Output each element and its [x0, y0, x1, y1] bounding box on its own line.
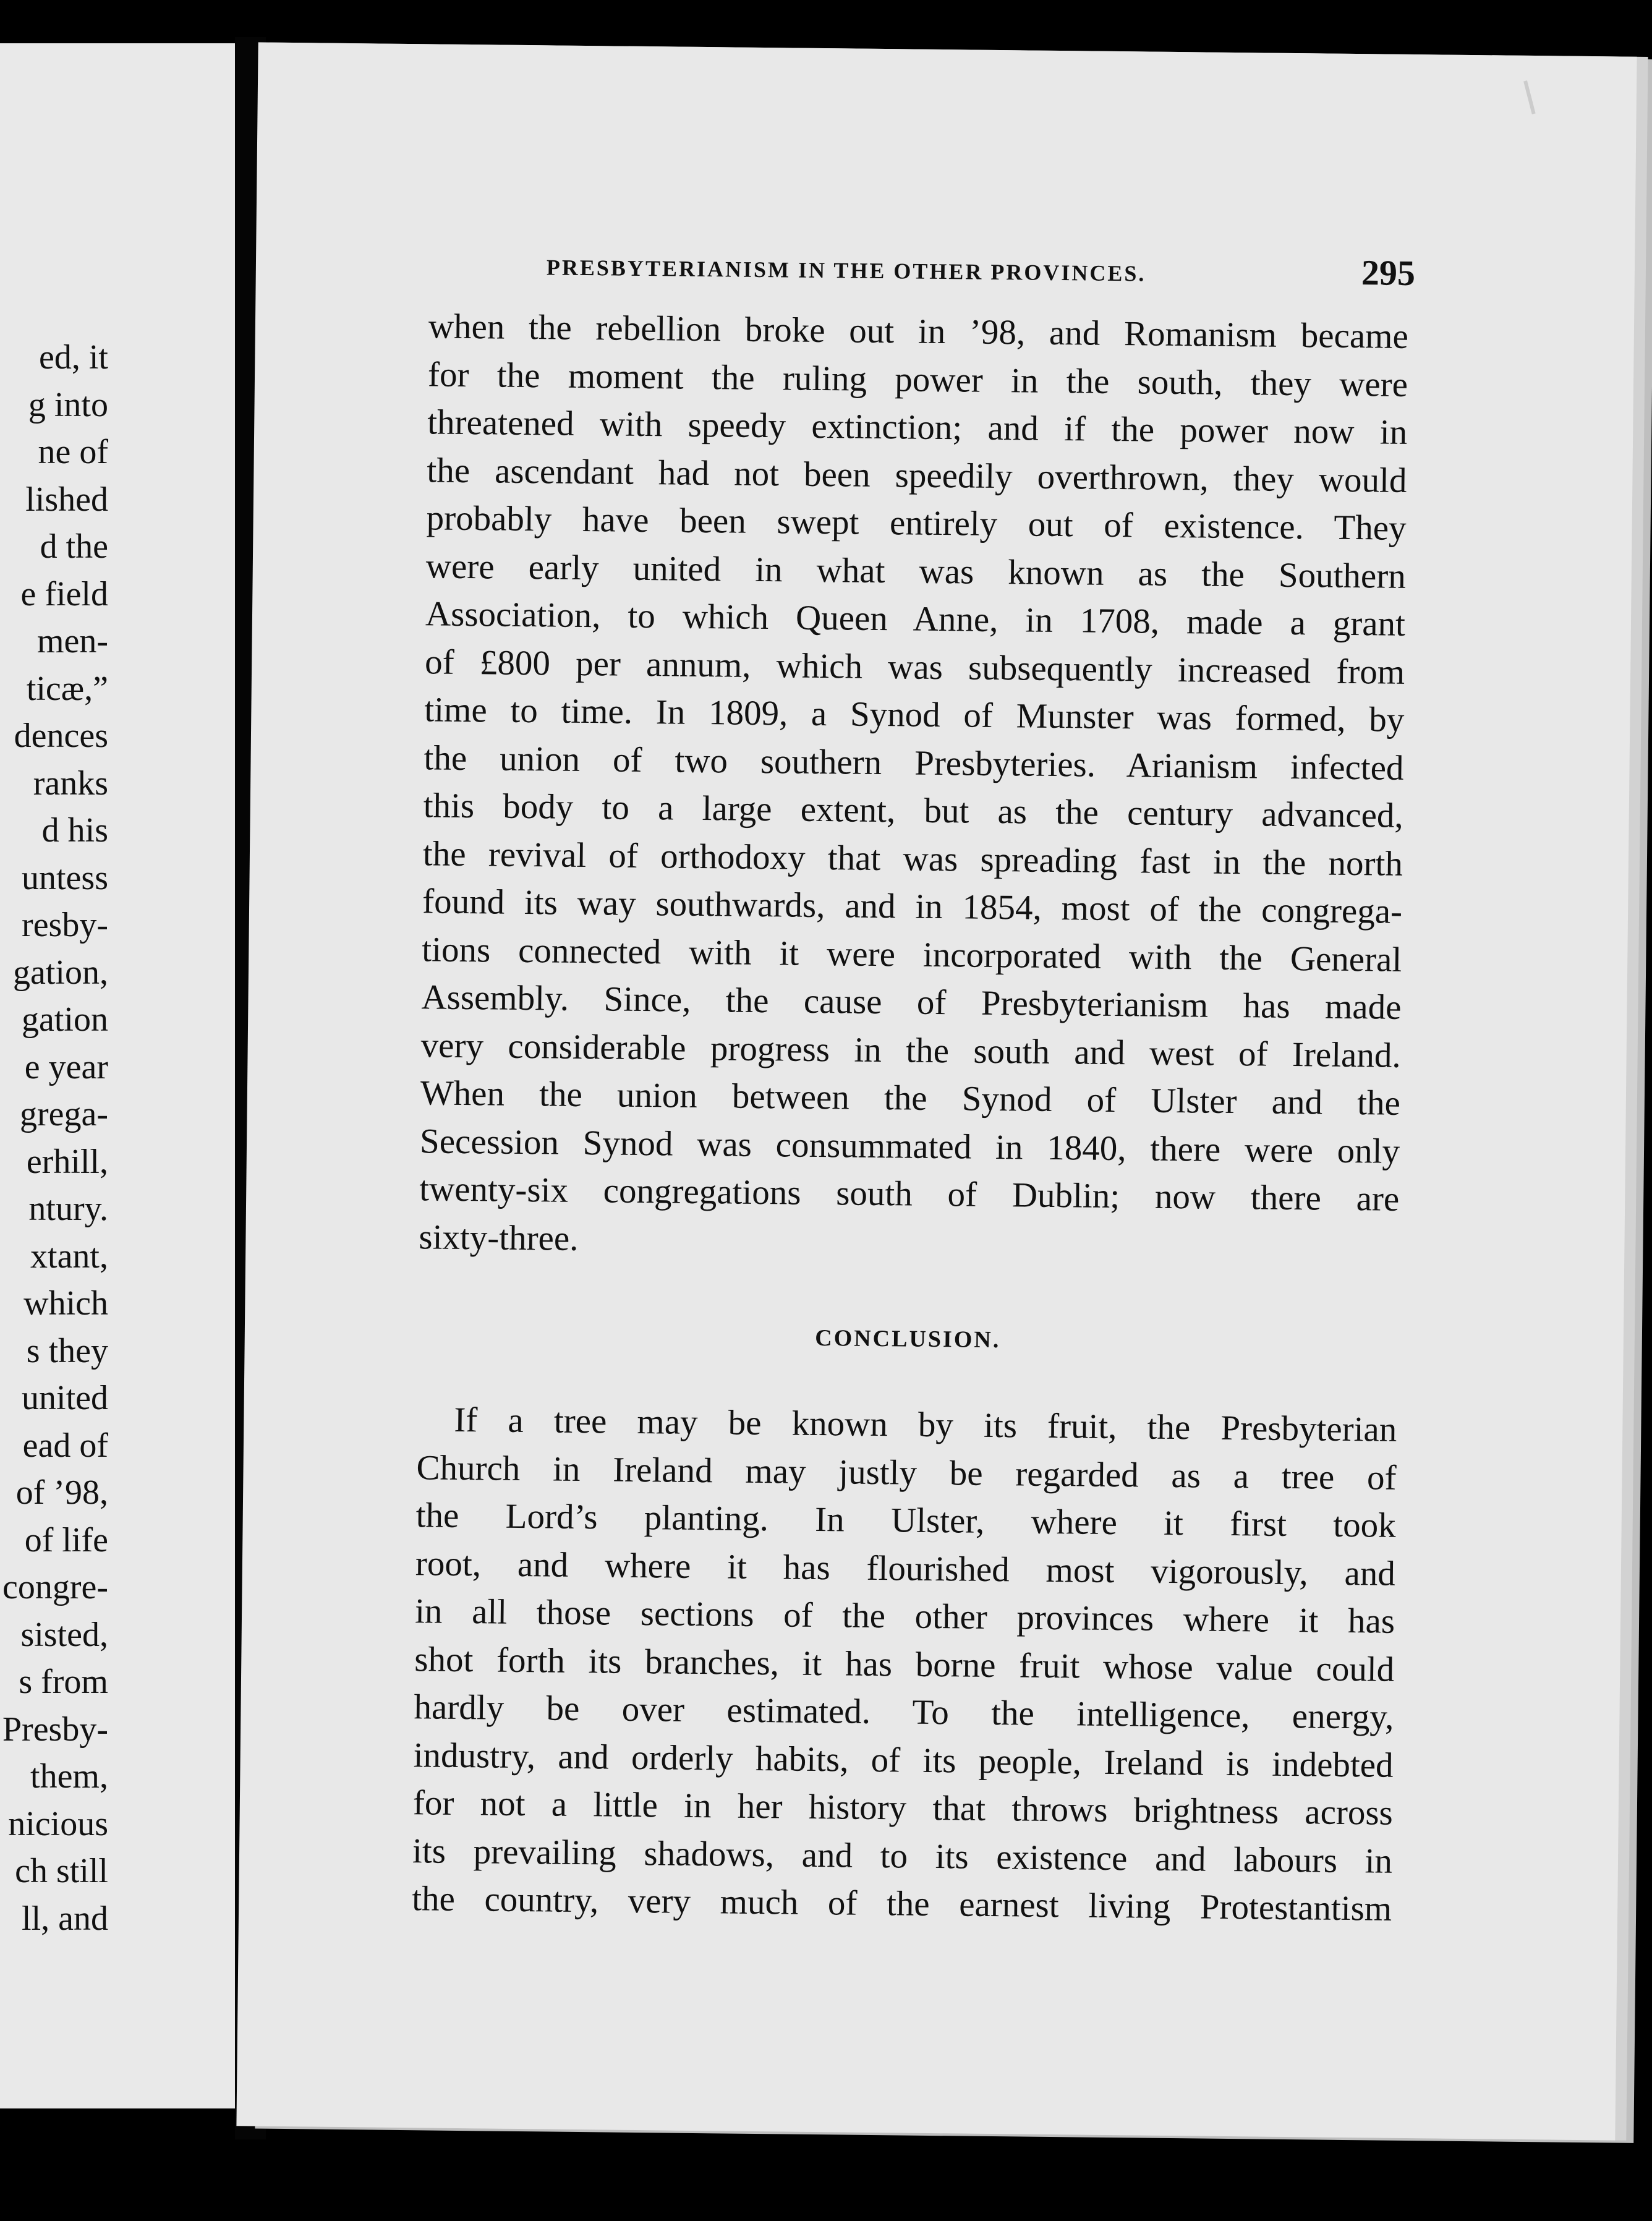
left-page-line-fragment: d his	[41, 811, 108, 850]
text-line: shot forth its branches, it has borne fruit whose value could	[414, 1639, 1395, 1689]
text-line: very considerable progress in the south and west of Ireland.	[420, 1025, 1401, 1075]
left-page-line-fragment: nicious	[8, 1804, 108, 1843]
left-page-line-fragment: united	[22, 1379, 108, 1417]
text-line: hardly be over estimated. To the intelligence, energy,	[414, 1687, 1394, 1737]
text-line: When the union between the Synod of Ulster and the	[420, 1073, 1401, 1123]
left-page-line-fragment: ticæ,”	[26, 669, 108, 708]
left-page-line-fragment: ne of	[38, 433, 108, 471]
text-line: this body to a large extent, but as the century advanced,	[423, 786, 1404, 835]
left-page-line-fragment: s they	[26, 1331, 108, 1370]
text-line: in all those sections of the other provinces where it has	[414, 1592, 1395, 1641]
left-page-line-fragment: sisted,	[20, 1615, 108, 1654]
text-line: for the moment the ruling power in the south, they were	[427, 354, 1408, 404]
left-page-line-fragment: e field	[20, 574, 108, 613]
text-line: sixty-three.	[419, 1217, 579, 1258]
left-page-line-fragment: Presby-	[2, 1710, 108, 1749]
left-page-line-fragment: which	[23, 1284, 108, 1323]
section-heading-conclusion: CONCLUSION.	[815, 1324, 1001, 1353]
left-page-line-fragment: men-	[36, 622, 108, 660]
left-page-line-fragment: congre-	[2, 1568, 108, 1606]
page-edge-mark	[1523, 80, 1535, 114]
text-line: Assembly. Since, the cause of Presbyterianism has made	[421, 978, 1402, 1027]
left-page-line-fragment: untess	[22, 858, 108, 897]
paragraph-rebellion	[419, 302, 1408, 1271]
text-line: tions connected with it were incorporated with the General	[422, 929, 1402, 979]
left-page-line-fragment: ed, it	[39, 338, 108, 377]
text-line: Secession Synod was consummated in 1840, there were only	[419, 1121, 1400, 1171]
left-page-line-fragment: gation,	[13, 953, 108, 992]
text-line: the Lord’s planting. In Ulster, where it first took	[415, 1496, 1397, 1545]
left-page-line-fragment: g into	[28, 385, 108, 424]
text-line: Church in Ireland may justly be regarded as a tree of	[416, 1447, 1397, 1498]
text-line: root, and where it has flourished most vigorously, and	[415, 1543, 1396, 1593]
left-page-line-fragment: ch still	[15, 1852, 108, 1890]
left-page-line-fragment: grega-	[19, 1095, 108, 1133]
text-line: the country, very much of the earnest living Protestantism	[411, 1879, 1392, 1929]
text-line: threatened with speedy extinction; and if the power now in	[427, 403, 1408, 452]
left-page-line-fragment: xtant,	[30, 1237, 108, 1276]
text-line: If a tree may be known by its fruit, the Presbyterian	[454, 1400, 1397, 1449]
running-head	[429, 242, 1416, 302]
paragraph-conclusion	[412, 1396, 1397, 1933]
text-line: when the rebellion broke out in ’98, and Romanism became	[428, 307, 1409, 356]
left-page-line-fragment: e year	[24, 1047, 108, 1086]
text-line: its prevailing shadows, and to its existence and labours in	[412, 1831, 1393, 1881]
left-page-line-fragment: erhill,	[26, 1142, 108, 1181]
text-line: the revival of orthodoxy that was spreading fast in the north	[422, 833, 1403, 884]
text-line: Association, to which Queen Anne, in 1708, made a grant	[425, 594, 1406, 644]
text-line: time to time. In 1809, a Synod of Munster was formed, by	[424, 690, 1405, 740]
left-page-line-fragment: gation	[22, 1000, 108, 1039]
text-line: the ascendant had not been speedily overthrown, they would	[427, 450, 1407, 500]
page-text-block	[411, 242, 1416, 1933]
text-line: the union of two southern Presbyteries. Arianism infected	[424, 738, 1404, 788]
text-line: of £800 per annum, which was subsequently increased from	[424, 642, 1405, 692]
left-page-line-fragment: lished	[25, 480, 108, 519]
left-page-line-fragment: d the	[40, 527, 108, 566]
left-page-line-fragment: of ’98,	[15, 1473, 108, 1512]
text-line: industry, and orderly habits, of its people, Ireland is indebted	[413, 1735, 1394, 1785]
left-page-line-fragment: ntury.	[28, 1190, 108, 1228]
left-page-line-fragment: ranks	[33, 764, 108, 803]
page-number: 295	[1361, 252, 1416, 294]
right-page	[236, 42, 1637, 2140]
left-page-line-fragment: ead of	[22, 1426, 108, 1465]
left-page-text-fragments	[0, 334, 108, 1942]
left-page-line-fragment: dences	[14, 717, 108, 755]
left-page-line-fragment: resby-	[22, 906, 108, 944]
text-line: for not a little in her history that throws brightness across	[412, 1783, 1394, 1833]
left-page-line-fragment: ll, and	[22, 1899, 108, 1938]
left-page-line-fragment: s from	[19, 1663, 108, 1701]
text-line: found its way southwards, and in 1854, most of the congrega-	[422, 882, 1403, 931]
left-page-line-fragment: of life	[24, 1520, 108, 1559]
text-line: twenty-six congregations south of Dublin; now there are	[419, 1169, 1400, 1219]
text-line: probably have been swept entirely out of existence. They	[426, 498, 1407, 548]
left-facing-page	[0, 43, 235, 2108]
text-line: were early united in what was known as the Southern	[425, 546, 1407, 596]
running-head-title: PRESBYTERIANISM IN THE OTHER PROVINCES.	[546, 255, 1146, 286]
left-page-line-fragment: them,	[30, 1757, 108, 1796]
